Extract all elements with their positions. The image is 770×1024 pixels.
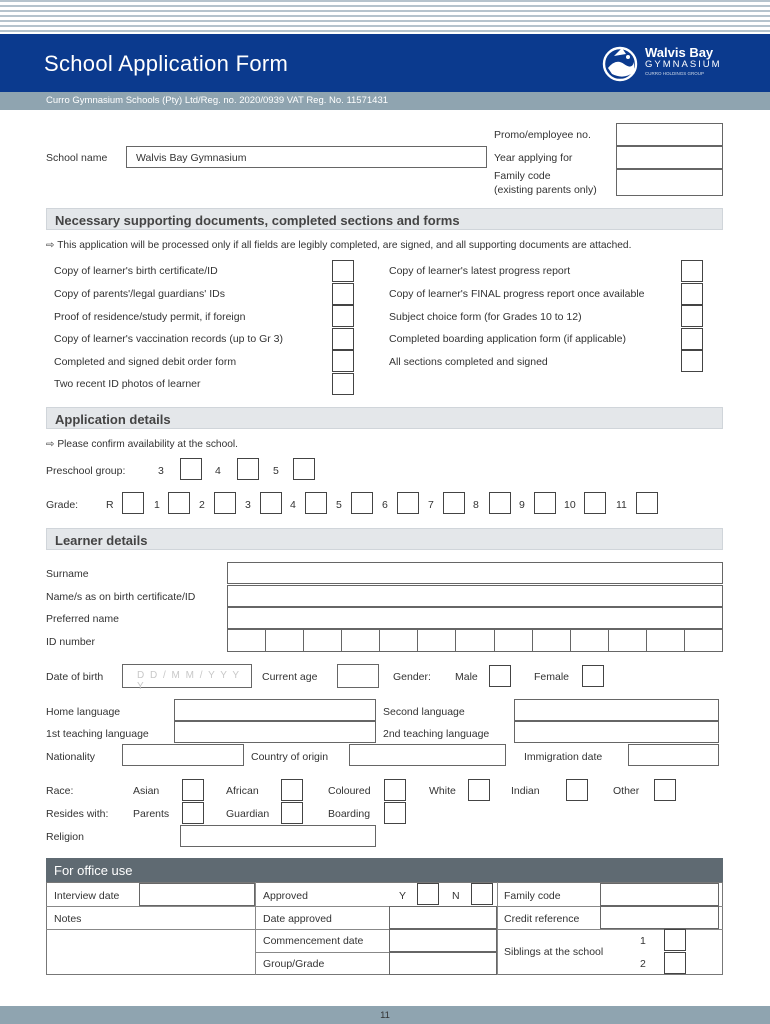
credit-reference-field[interactable] (600, 906, 719, 929)
grade-option-label: 1 (154, 499, 160, 511)
office-divider (46, 929, 723, 930)
doc-right-checkbox[interactable] (681, 283, 703, 305)
resides-checkbox[interactable] (384, 802, 406, 824)
interview-date-field[interactable] (139, 883, 255, 906)
home-language-field[interactable] (174, 699, 376, 721)
male-checkbox[interactable] (489, 665, 511, 687)
sibling-2-checkbox[interactable] (664, 952, 686, 974)
country-origin-field[interactable] (349, 744, 506, 766)
race-checkbox[interactable] (654, 779, 676, 801)
race-checkbox[interactable] (182, 779, 204, 801)
id-digit-cell[interactable] (266, 629, 304, 652)
commencement-date-field[interactable] (389, 929, 497, 952)
id-digit-cell[interactable] (685, 629, 723, 652)
preschool-option-label: 4 (215, 465, 221, 477)
female-label: Female (534, 671, 570, 683)
doc-left-label: Copy of learner's vaccination records (up to Gr 3) (54, 333, 284, 345)
notes-label: Notes (54, 913, 82, 925)
grade-checkbox[interactable] (443, 492, 465, 514)
application-section-heading (46, 407, 723, 429)
id-digit-cell[interactable] (609, 629, 647, 652)
approved-yes-checkbox[interactable] (417, 883, 439, 905)
race-option-label: Coloured (328, 785, 371, 797)
second-language-label: Second language (383, 706, 465, 718)
preschool-checkbox[interactable] (293, 458, 315, 480)
doc-right-label: Completed boarding application form (if applicable) (389, 333, 626, 345)
id-digit-cell[interactable] (533, 629, 571, 652)
documents-section-heading (46, 208, 723, 230)
names-label: Name/s as on birth certificate/ID (46, 591, 196, 603)
surname-label: Surname (46, 568, 89, 580)
doc-right-label: Subject choice form (for Grades 10 to 12) (389, 311, 582, 323)
grade-checkbox[interactable] (397, 492, 419, 514)
grade-option-label: 3 (245, 499, 251, 511)
office-section-heading (46, 858, 723, 882)
race-checkbox[interactable] (566, 779, 588, 801)
grade-checkbox[interactable] (636, 492, 658, 514)
grade-option-label: 2 (199, 499, 205, 511)
race-label: Race: (46, 785, 74, 797)
preschool-checkbox[interactable] (180, 458, 202, 480)
arrow-right-icon: ⇨ (46, 439, 58, 450)
school-logo-icon (602, 42, 638, 84)
doc-right-checkbox[interactable] (681, 305, 703, 327)
approved-yes-label: Y (399, 890, 407, 902)
approved-label: Approved (263, 890, 308, 902)
application-note-text: Please confirm availability at the school. (57, 439, 239, 450)
resides-option-label: Boarding (328, 808, 371, 820)
race-checkbox[interactable] (384, 779, 406, 801)
application-note (46, 439, 238, 450)
doc-left-checkbox[interactable] (332, 305, 354, 327)
credit-reference-label: Credit reference (504, 913, 580, 925)
learner-heading-text: Learner details (55, 533, 148, 548)
second-language-field[interactable] (514, 699, 719, 721)
doc-left-label: Completed and signed debit order form (54, 356, 237, 368)
nationality-label: Nationality (46, 751, 96, 763)
interview-date-label: Interview date (54, 890, 120, 902)
id-digit-cell[interactable] (495, 629, 533, 652)
preschool-checkbox[interactable] (237, 458, 259, 480)
grade-option-label: 8 (473, 499, 479, 511)
office-family-code-field[interactable] (600, 883, 719, 906)
grade-option-label: 9 (519, 499, 525, 511)
grade-option-label: 6 (382, 499, 388, 511)
doc-left-checkbox[interactable] (332, 283, 354, 305)
id-digit-cell[interactable] (418, 629, 456, 652)
grade-option-label: R (106, 499, 114, 511)
header-stripes (0, 0, 770, 34)
doc-right-checkbox[interactable] (681, 260, 703, 282)
school-name-field[interactable] (126, 146, 487, 168)
group-grade-field[interactable] (389, 952, 497, 975)
approved-no-checkbox[interactable] (471, 883, 493, 905)
year-applying-field[interactable] (616, 146, 723, 169)
religion-label: Religion (46, 831, 84, 843)
form-title: School Application Form (44, 51, 289, 76)
grade-checkbox[interactable] (489, 492, 511, 514)
doc-left-checkbox[interactable] (332, 350, 354, 372)
first-teaching-language-label: 1st teaching language (46, 728, 149, 740)
id-digit-cell[interactable] (304, 629, 342, 652)
resides-option-label: Guardian (226, 808, 270, 820)
approved-no-label: N (452, 890, 460, 902)
immigration-date-label: Immigration date (524, 751, 603, 763)
siblings-label: Siblings at the school (504, 946, 604, 958)
doc-left-label: Two recent ID photos of learner (54, 378, 201, 390)
race-option-label: White (429, 785, 456, 797)
grade-option-label: 4 (290, 499, 296, 511)
promo-label: Promo/employee no. (494, 129, 591, 141)
date-approved-label: Date approved (263, 913, 332, 925)
home-language-label: Home language (46, 706, 121, 718)
school-name-label: School name (46, 152, 108, 164)
grade-label: Grade: (46, 499, 79, 511)
family-code-label: Family code (494, 170, 551, 182)
grade-option-label: 5 (336, 499, 342, 511)
sibling-1-label: 1 (640, 935, 646, 947)
female-checkbox[interactable] (582, 665, 604, 687)
school-name-value: Walvis Bay Gymnasium (136, 152, 247, 164)
learner-section-heading (46, 528, 723, 550)
application-heading-text: Application details (55, 412, 171, 427)
id-digit-cell[interactable] (456, 629, 494, 652)
grade-checkbox[interactable] (305, 492, 327, 514)
documents-heading-text: Necessary supporting documents, completed sections and forms (55, 213, 460, 228)
nationality-field[interactable] (122, 744, 244, 766)
surname-field[interactable] (227, 562, 723, 584)
preferred-name-field[interactable] (227, 607, 723, 629)
grade-checkbox[interactable] (122, 492, 144, 514)
doc-left-checkbox[interactable] (332, 373, 354, 395)
grade-checkbox[interactable] (584, 492, 606, 514)
preschool-option-label: 3 (158, 465, 164, 477)
group-grade-label: Group/Grade (263, 958, 325, 970)
resides-checkbox[interactable] (281, 802, 303, 824)
doc-right-label: All sections completed and signed (389, 356, 548, 368)
preschool-option-label: 5 (273, 465, 279, 477)
grade-checkbox[interactable] (168, 492, 190, 514)
grade-checkbox[interactable] (214, 492, 236, 514)
grade-checkbox[interactable] (534, 492, 556, 514)
id-number-grid (227, 629, 723, 652)
doc-right-checkbox[interactable] (681, 328, 703, 350)
doc-left-checkbox[interactable] (332, 328, 354, 350)
logo-school-name: Walvis Bay (645, 45, 714, 60)
second-teaching-language-label: 2nd teaching language (383, 728, 490, 740)
dob-label: Date of birth (46, 671, 104, 683)
doc-left-label: Copy of learner's birth certificate/ID (54, 265, 218, 277)
grade-checkbox[interactable] (260, 492, 282, 514)
preferred-name-label: Preferred name (46, 613, 119, 625)
religion-field[interactable] (180, 825, 376, 847)
race-checkbox[interactable] (468, 779, 490, 801)
page-number: 11 (380, 1010, 390, 1021)
doc-right-label: Copy of learner's latest progress report (389, 265, 571, 277)
logo-tagline: CURRO HOLDINGS GROUP (645, 71, 705, 76)
doc-left-label: Proof of residence/study permit, if foreign (54, 311, 246, 323)
second-teaching-language-field[interactable] (514, 721, 719, 743)
resides-option-label: Parents (133, 808, 170, 820)
resides-label: Resides with: (46, 808, 109, 820)
sibling-1-checkbox[interactable] (664, 929, 686, 951)
race-option-label: Indian (511, 785, 540, 797)
preschool-label: Preschool group: (46, 465, 126, 477)
documents-note (46, 240, 631, 251)
doc-left-label: Copy of parents'/legal guardians' IDs (54, 288, 225, 300)
resides-checkbox[interactable] (182, 802, 204, 824)
immigration-date-field[interactable] (628, 744, 719, 766)
company-registration: Curro Gymnasium Schools (Pty) Ltd/Reg. no. 2020/0939 VAT Reg. No. 11571431 (46, 95, 389, 106)
office-heading-text: For office use (54, 863, 133, 878)
grade-option-label: 10 (564, 499, 576, 511)
names-field[interactable] (227, 585, 723, 607)
arrow-right-icon: ⇨ (46, 240, 58, 251)
year-applying-label: Year applying for (494, 152, 573, 164)
promo-field[interactable] (616, 123, 723, 146)
race-option-label: Other (613, 785, 640, 797)
documents-note-text: This application will be processed only if all fields are legibly completed, are signed, and all supporting documents are attached. (57, 240, 632, 251)
grade-option-label: 11 (616, 499, 627, 511)
id-digit-cell[interactable] (342, 629, 380, 652)
race-checkbox[interactable] (281, 779, 303, 801)
country-origin-label: Country of origin (251, 751, 329, 763)
id-number-label: ID number (46, 636, 96, 648)
family-code-field[interactable] (616, 169, 723, 196)
office-family-code-label: Family code (504, 890, 561, 902)
first-teaching-language-field[interactable] (174, 721, 376, 743)
doc-right-checkbox[interactable] (681, 350, 703, 372)
sibling-2-label: 2 (640, 958, 646, 970)
id-digit-cell[interactable] (647, 629, 685, 652)
grade-option-label: 7 (428, 499, 434, 511)
current-age-field[interactable] (337, 664, 379, 688)
family-code-note: (existing parents only) (494, 184, 597, 196)
gender-label: Gender: (393, 671, 431, 683)
doc-right-label: Copy of learner's FINAL progress report once available (389, 288, 645, 300)
commencement-date-label: Commencement date (263, 935, 364, 947)
race-option-label: African (226, 785, 259, 797)
dob-field[interactable] (122, 664, 252, 692)
id-digit-cell[interactable] (227, 629, 266, 652)
race-option-label: Asian (133, 785, 160, 797)
date-approved-field[interactable] (389, 906, 497, 929)
logo-subtitle: GYMNASIUM (645, 59, 722, 70)
dob-placeholder: D D / M M / Y Y Y Y (137, 670, 241, 692)
doc-left-checkbox[interactable] (332, 260, 354, 282)
id-digit-cell[interactable] (571, 629, 609, 652)
current-age-label: Current age (262, 671, 318, 683)
grade-checkbox[interactable] (351, 492, 373, 514)
id-digit-cell[interactable] (380, 629, 418, 652)
male-label: Male (455, 671, 478, 683)
